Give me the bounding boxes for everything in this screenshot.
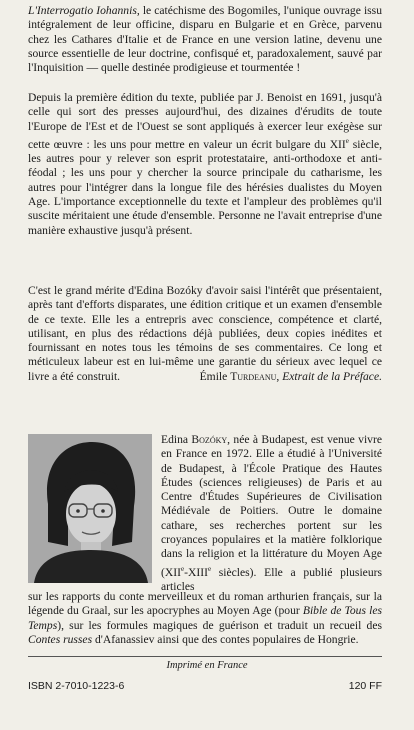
- bio-full-text-1: sur les rapports du conte merveilleux et du roman arthurien français, sur la légende du Graal, sur les apocryphes au Moyen Age (pour: [28, 590, 382, 618]
- bio-book-1: Bible de Tous les Temps: [28, 604, 382, 632]
- bio-century-1: XII: [164, 565, 181, 579]
- bio-text: , née à Budapest, est venue vivre en France en 1972. Elle a étudié à l'Université de Budapest, à l'École Pratique des Hautes Études (sciences religieuses) de Paris et au Centre d'Études Supérieures de Civilisation Médiévale de Poitiers. Outre le domaine cathare, ses recherches portent sur les croyances populaires et la matière folklorique dans la religion et la littérature du Moyen Age (: [161, 433, 382, 579]
- preface-signature: [140, 370, 382, 384]
- bio-century-2-sup: e: [207, 564, 212, 573]
- author-portrait-image: [28, 434, 152, 583]
- author-last-name: Turdeanu: [230, 370, 277, 383]
- history-paragraph: [28, 91, 382, 238]
- price: 120 FF: [348, 680, 382, 692]
- bio-last-name: Bozóky: [191, 433, 228, 446]
- bio-text-end: siècles). Elle a publié plusieurs articles: [161, 565, 382, 593]
- history-text-1: Depuis la première édition du texte, publiée par J. Benoist en 1691, jusqu'à celle qui sort des presses aujourd'hui, des dizaines d'érudits de toute l'Europe de l'Est et de l'Ouest se sont appliqués à exercer leur exégèse sur cette œuvre : les uns pour mettre en valeur un écrit bulgare du: [28, 91, 382, 151]
- bio-century-dash: -: [184, 565, 188, 579]
- author-first-name: Émile: [199, 370, 231, 383]
- intro-text: le catéchisme des Bogomiles, l'unique ouvrage issu intégralement de leur officine, disparu en Bulgarie et en Grèce, parvenu chez les Cathares d'Italie et de France en une version latine, devenu une source essentielle de leur doctrine, confisqué et, paradoxalement, sauvé par l'Inquisition — quelle destinée prodigieuse et tourmentée !: [28, 4, 382, 75]
- century-superscript: e: [345, 136, 349, 145]
- isbn: ISBN 2-7010-1223-6: [28, 680, 125, 692]
- book-title: L'Interrogatio Iohannis,: [28, 4, 140, 17]
- bio-full-text-3: d'Afanassiev ainsi que des contes populaires de Hongrie.: [92, 632, 359, 646]
- footer-divider: [28, 656, 382, 657]
- imprint-line: Imprimé en France: [166, 660, 248, 671]
- author-bio-continued: [28, 590, 382, 647]
- bio-century-1-sup: e: [180, 564, 185, 573]
- bio-first-name: Edina: [161, 433, 192, 446]
- signature-source: Extrait de la Préface.: [282, 370, 382, 383]
- bio-book-2: Contes russes: [28, 632, 93, 646]
- century-numeral: XII: [329, 137, 346, 151]
- merit-paragraph: C'est le grand mérite d'Edina Bozóky d'avoir saisi l'intérêt que présentaient, après tant d'efforts disparates, une édition critique et un examen d'ensemble de ce texte. Elle les a entrepris avec conscience, compétence et clarté, utilisant, en plus des rédactions déjà publiées, deux copies inédites et fournissant en notes tous les témoins de ses commentaires. Ce long et méticuleux labeur est en lui-même une garantie du sérieux avec lequel ce livre a été construit.: [28, 284, 382, 383]
- intro-paragraph: [28, 4, 382, 75]
- author-bio-side: [161, 433, 382, 594]
- signature-separator: ,: [276, 370, 283, 383]
- bio-full-text-2: ), sur les formules magiques de guérison et traduit un recueil des: [57, 618, 382, 632]
- history-text-2: siècle, les autres pour y relever son esprit protestataire, anti-orthodoxe et anti-féodal ; les uns pour y chercher la source principale du catharisme, les autres pour l'intégrer dans la longue file des hérésies dualistes du Moyen Age. L'importance exceptionnelle du texte et l'ampleur des problèmes qu'il suscite méritaient une étude d'ensemble. Personne ne l'avait entreprise d'une manière exhaustive jusqu'à présent.: [28, 137, 382, 237]
- author-photo: [28, 434, 152, 583]
- bio-century-2: XIII: [187, 565, 208, 579]
